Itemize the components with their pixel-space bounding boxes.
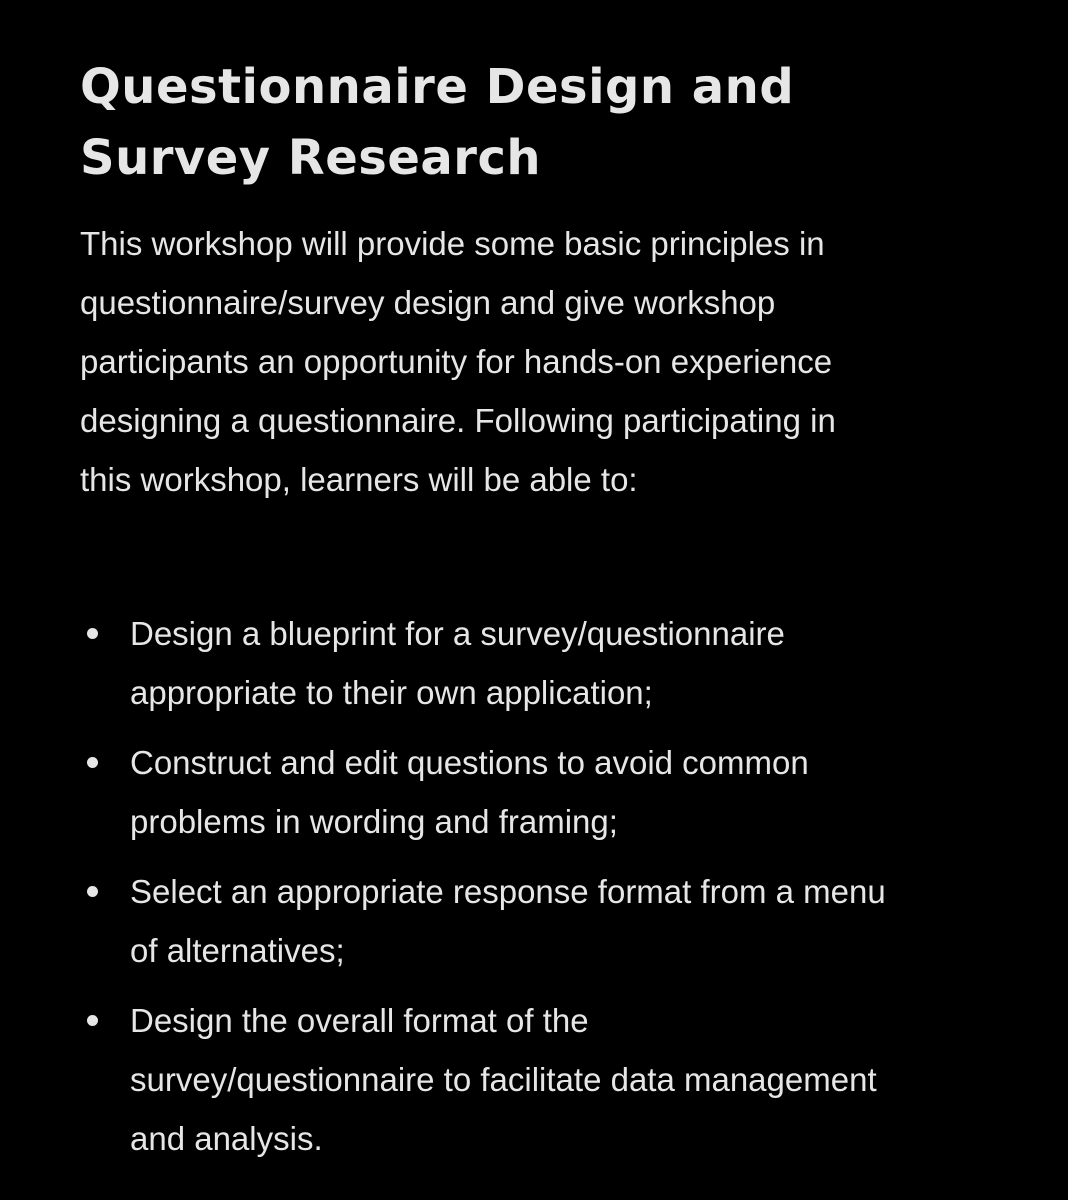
page-title — [80, 52, 1000, 194]
intro-line: this workshop, learners will be able to: — [80, 461, 638, 498]
list-item — [80, 991, 1000, 1168]
list-item — [80, 733, 1000, 851]
list-item-line: Construct and edit questions to avoid common — [130, 744, 809, 781]
list-item-line: Design a blueprint for a survey/questionnaire — [130, 615, 785, 652]
title-line: Questionnaire Design and — [80, 59, 795, 115]
list-item-line: appropriate to their own application; — [130, 674, 653, 711]
bullet-icon — [87, 1015, 98, 1026]
intro-line: This workshop will provide some basic principles in — [80, 225, 825, 262]
title-line: Survey Research — [80, 130, 542, 186]
intro-line: questionnaire/survey design and give workshop — [80, 284, 776, 321]
bullet-icon — [87, 628, 98, 639]
list-item — [80, 604, 1000, 722]
list-item-line: Design the overall format of the — [130, 1002, 589, 1039]
list-item-line: and analysis. — [130, 1120, 323, 1157]
bullet-icon — [87, 886, 98, 897]
intro-paragraph — [80, 214, 1000, 509]
intro-line: designing a questionnaire. Following participating in — [80, 402, 836, 439]
list-item-line: survey/questionnaire to facilitate data management — [130, 1061, 877, 1098]
list-item-line: problems in wording and framing; — [130, 803, 618, 840]
bullet-icon — [87, 757, 98, 768]
intro-line: participants an opportunity for hands-on experience — [80, 343, 833, 380]
list-item-line: Select an appropriate response format from a menu — [130, 873, 886, 910]
article-content — [80, 52, 1000, 1179]
list-item-line: of alternatives; — [130, 932, 345, 969]
list-item — [80, 862, 1000, 980]
learning-outcomes-list — [80, 604, 1000, 1168]
